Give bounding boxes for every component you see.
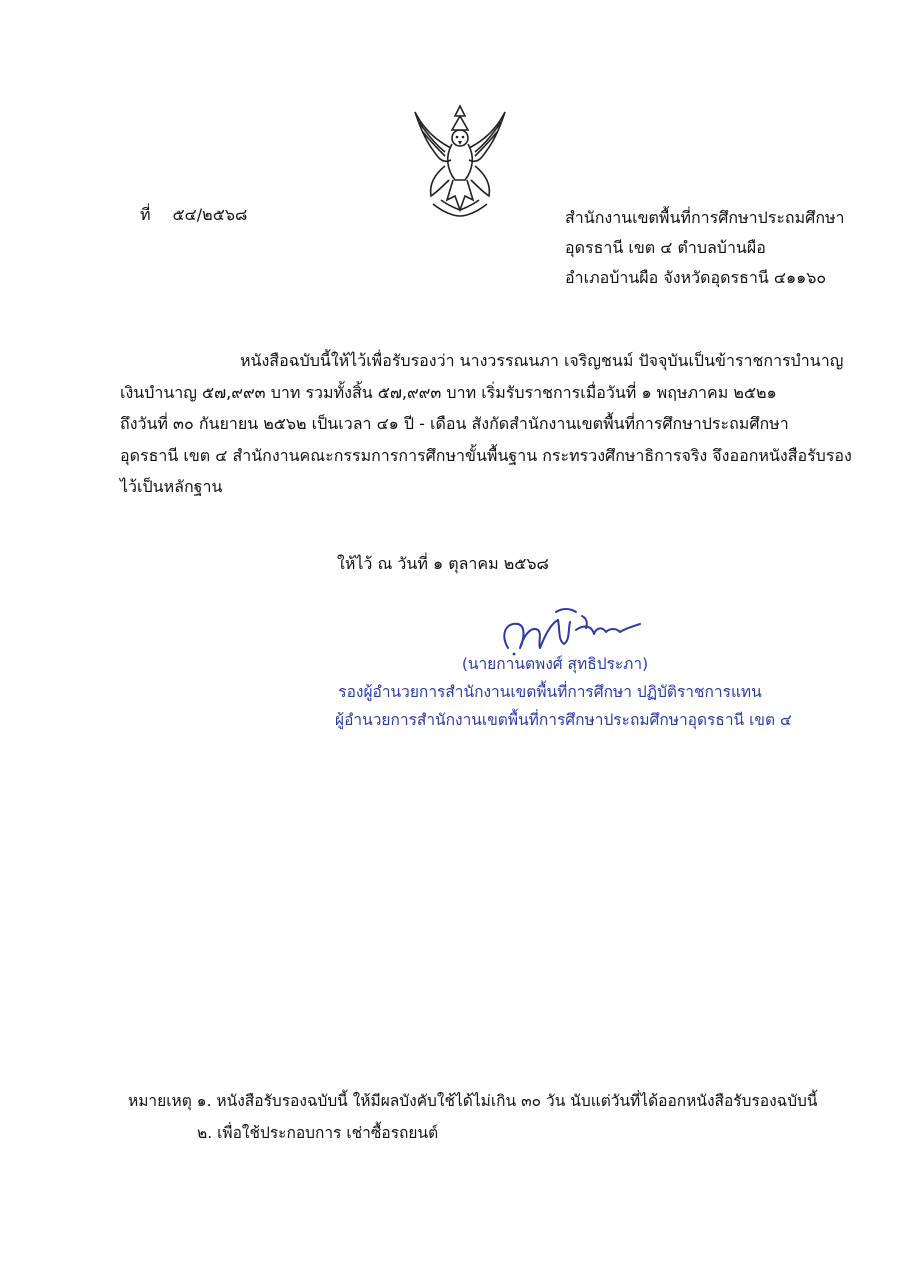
address-line: อุดรธานี เขต ๔ ตำบลบ้านผือ <box>565 238 766 257</box>
body-line: เงินบำนาญ ๕๗,๙๙๓ บาท รวมทั้งสิ้น ๕๗,๙๙๓ บาท เริ่มรับราชการเมื่อวันที่ ๑ พฤษภาคม ๒๕๒๑ <box>120 382 777 402</box>
body-line: หนังสือฉบับนี้ให้ไว้เพื่อรับรองว่า นางวรรณนภา เจริญชนม์ ปัจจุบันเป็นข้าราชการบำนาญ <box>240 351 844 370</box>
signatory-name: (นายกานตพงศ์ สุทธิประภา) <box>461 655 649 673</box>
office-address <box>565 203 845 293</box>
remark-line: ๒. เพื่อใช้ประกอบการ เช่าซื้อรถยนต์ <box>197 1124 439 1142</box>
address-line: สำนักงานเขตพื้นที่การศึกษาประถมศึกษา <box>565 208 845 227</box>
garuda-emblem-icon <box>405 100 515 220</box>
signatory-position: รองผู้อำนวยการสำนักงานเขตพื้นที่การศึกษา ปฏิบัติราชการแทน <box>338 683 762 701</box>
body-line: ถึงวันที่ ๓๐ กันยายน ๒๕๖๒ เป็นเวลา ๔๑ ปี - เดือน สังกัดสำนักงานเขตพื้นที่การศึกษาประถมศึกษา <box>120 414 789 433</box>
given-date: ให้ไว้ ณ วันที่ ๑ ตุลาคม ๒๕๖๘ <box>337 554 549 573</box>
remark-line: หมายเหตุ ๑. หนังสือรับรองฉบับนี้ ให้มีผลบังคับใช้ได้ไม่เกิน ๓๐ วัน นับแต่วันที่ได้ออกหนังสือรับรองฉบับนี้ <box>128 1092 818 1110</box>
signatory-block <box>335 650 792 734</box>
reference-value: ๕๔/๒๕๖๘ <box>172 205 248 224</box>
address-line: อำเภอบ้านผือ จังหวัดอุดรธานี ๔๑๑๖๐ <box>565 268 827 287</box>
reference-label: ที่ <box>140 205 151 224</box>
body-line: อุดรธานี เขต ๔ สำนักงานคณะกรรมการการศึกษาขั้นพื้นฐาน กระทรวงศึกษาธิการจริง จึงออกหนังสือรับรอง <box>120 445 852 465</box>
body-line: ไว้เป็นหลักฐาน <box>120 477 223 496</box>
certificate-body <box>120 345 852 503</box>
signatory-position: ผู้อำนวยการสำนักงานเขตพื้นที่การศึกษาประถมศึกษาอุดรธานี เขต ๔ <box>335 711 792 729</box>
reference-number <box>140 203 247 228</box>
remarks <box>128 1085 818 1149</box>
